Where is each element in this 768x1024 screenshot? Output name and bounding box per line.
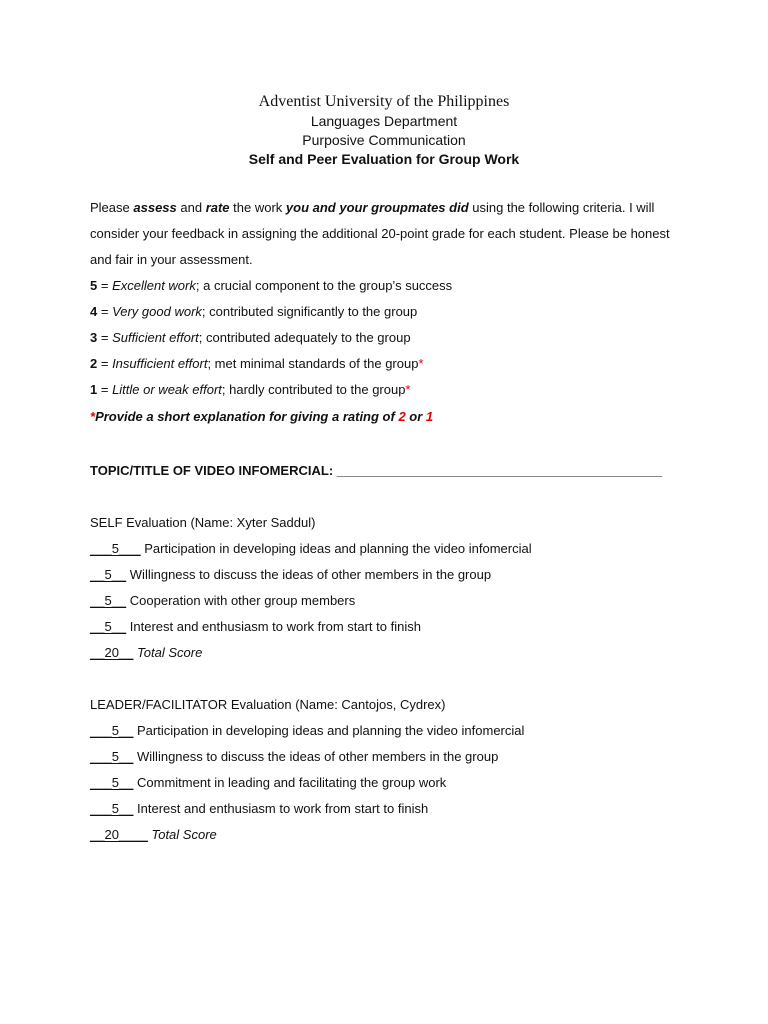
instr-you-and: you and your groupmates did	[285, 200, 469, 215]
score-field[interactable]: ___5___	[90, 541, 141, 556]
note-text: Provide a short explanation for giving a rating of	[95, 409, 399, 424]
scale-num: 1	[90, 382, 98, 397]
scale-star: *	[418, 356, 424, 371]
instructions-line-1	[90, 199, 654, 217]
university-name: Adventist University of the Philippines	[258, 93, 510, 110]
self-eval-item	[90, 566, 491, 584]
score-field[interactable]: __5__	[90, 567, 127, 582]
total-score-label: Total Score	[137, 645, 203, 660]
instructions-line-3: and fair in your assessment.	[90, 252, 253, 267]
scale-num: 3	[90, 330, 98, 345]
self-eval-item	[90, 618, 421, 636]
scale-desc: Insufficient effort	[112, 356, 208, 371]
scale-desc: Sufficient effort	[112, 330, 199, 345]
scale-rest: ; contributed adequately to the group	[198, 330, 411, 345]
explanation-note	[90, 408, 433, 426]
scale-eq: =	[97, 382, 113, 397]
score-field[interactable]: ___5__	[90, 723, 134, 738]
criterion-text: Interest and enthusiasm to work from start to finish	[137, 801, 429, 816]
instructions-line-2: consider your feedback in assigning the additional 20-point grade for each student. Please be honest	[90, 226, 670, 241]
leader-eval-item	[90, 774, 446, 792]
note-or: or	[405, 409, 426, 424]
scale-num: 4	[90, 304, 98, 319]
instr-text: the work	[229, 200, 286, 215]
topic-line	[90, 462, 662, 480]
document-title: Self and Peer Evaluation for Group Work	[248, 151, 520, 167]
score-field[interactable]: ___5__	[90, 775, 134, 790]
scale-desc: Excellent work	[112, 278, 196, 293]
score-field[interactable]: __5__	[90, 593, 127, 608]
criterion-text: Participation in developing ideas and planning the video infomercial	[144, 541, 532, 556]
instr-text: Please	[90, 200, 134, 215]
self-eval-total	[90, 644, 202, 662]
scale-star: *	[405, 382, 411, 397]
leader-eval-heading: LEADER/FACILITATOR Evaluation (Name: Cantojos, Cydrex)	[90, 697, 446, 712]
instr-text: and	[176, 200, 206, 215]
instr-rate: rate	[205, 200, 230, 215]
instr-text: using the following criteria. I will	[468, 200, 655, 215]
self-eval-item	[90, 540, 532, 558]
scale-eq: =	[97, 330, 113, 345]
criterion-text: Willingness to discuss the ideas of other members in the group	[129, 567, 492, 582]
scale-desc: Little or weak effort	[112, 382, 222, 397]
total-score-label: Total Score	[151, 827, 217, 842]
topic-blank[interactable]: _____________________________________________	[336, 463, 663, 478]
scale-rest: ; hardly contributed to the group	[221, 382, 406, 397]
scale-item	[90, 355, 424, 373]
criterion-text: Participation in developing ideas and planning the video infomercial	[137, 723, 525, 738]
scale-rest: ; contributed significantly to the group	[201, 304, 418, 319]
criterion-text: Interest and enthusiasm to work from start to finish	[129, 619, 421, 634]
note-star: *	[90, 409, 96, 424]
scale-eq: =	[97, 356, 113, 371]
scale-rest: ; a crucial component to the group’s success	[195, 278, 453, 293]
criterion-text: Commitment in leading and facilitating the group work	[137, 775, 447, 790]
score-field[interactable]: __5__	[90, 619, 127, 634]
leader-eval-item	[90, 722, 524, 740]
self-eval-heading: SELF Evaluation (Name: Xyter Saddul)	[90, 515, 316, 530]
criterion-text: Cooperation with other group members	[129, 593, 356, 608]
total-score-field[interactable]: __20__	[90, 645, 134, 660]
instr-assess: assess	[133, 200, 177, 215]
score-field[interactable]: ___5__	[90, 801, 134, 816]
scale-item	[90, 277, 452, 295]
score-field[interactable]: ___5__	[90, 749, 134, 764]
topic-label: TOPIC/TITLE OF VIDEO INFOMERCIAL:	[90, 463, 337, 478]
scale-desc: Very good work	[112, 304, 202, 319]
leader-eval-total	[90, 826, 217, 844]
scale-eq: =	[97, 304, 113, 319]
note-two: 2	[398, 409, 406, 424]
scale-num: 2	[90, 356, 98, 371]
note-one: 1	[425, 409, 434, 424]
self-eval-item	[90, 592, 355, 610]
criterion-text: Willingness to discuss the ideas of other members in the group	[137, 749, 499, 764]
scale-rest: ; met minimal standards of the group	[207, 356, 419, 371]
scale-item	[90, 303, 417, 321]
total-score-field[interactable]: __20____	[90, 827, 148, 842]
scale-item	[90, 329, 411, 347]
leader-eval-item	[90, 748, 498, 766]
scale-num: 5	[90, 278, 98, 293]
course-name: Purposive Communication	[302, 132, 466, 148]
leader-eval-item	[90, 800, 428, 818]
scale-eq: =	[97, 278, 113, 293]
department-name: Languages Department	[310, 113, 458, 129]
scale-item	[90, 381, 411, 399]
